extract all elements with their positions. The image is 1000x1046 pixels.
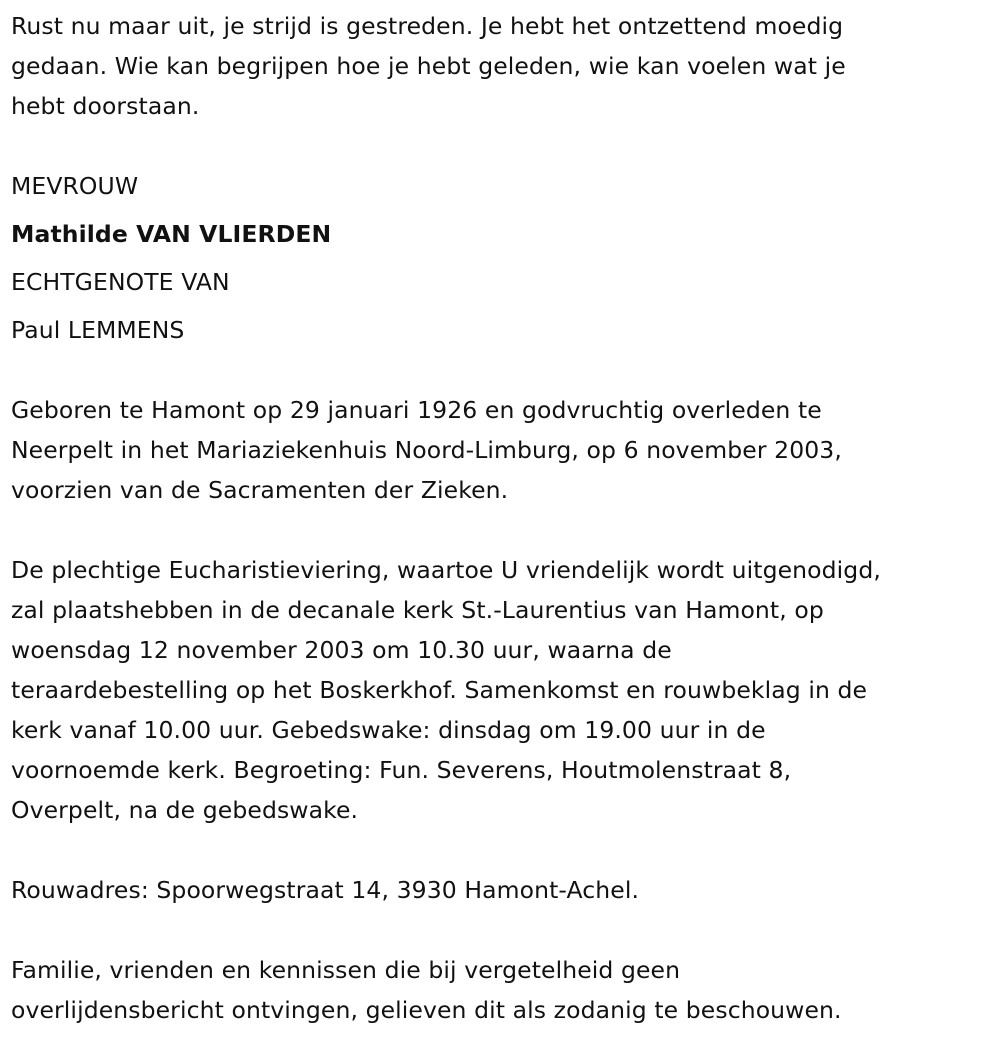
spacer (11, 510, 996, 550)
obituary-document (11, 0, 996, 1030)
ceremony-line: kerk vanaf 10.00 uur. Gebedswake: dinsdag om 19.00 uur in de (11, 716, 766, 744)
ceremony-line: voornoemde kerk. Begroeting: Fun. Severens, Houtmolenstraat 8, (11, 756, 792, 784)
poem-line: gedaan. Wie kan begrijpen hoe je hebt geleden, wie kan voelen wat je (11, 52, 846, 80)
closing-line: overlijdensbericht ontvingen, gelieven dit als zodanig te beschouwen. (11, 996, 842, 1024)
ceremony-line: De plechtige Eucharistieviering, waartoe U vriendelijk wordt uitgenodigd, (11, 556, 881, 584)
deceased-spouse: Paul LEMMENS (11, 316, 185, 344)
poem-paragraph (11, 6, 996, 126)
spacer (11, 910, 996, 950)
ceremony-line: woensdag 12 november 2003 om 10.30 uur, waarna de (11, 636, 672, 664)
birth-death-line: Neerpelt in het Mariaziekenhuis Noord-Limburg, op 6 november 2003, (11, 436, 842, 464)
poem-line: Rust nu maar uit, je strijd is gestreden. Je hebt het ontzettend moedig (11, 12, 844, 40)
closing-line: Familie, vrienden en kennissen die bij vergetelheid geen (11, 956, 681, 984)
spacer (11, 354, 996, 390)
birth-death-paragraph (11, 390, 996, 510)
address-line: Rouwadres: Spoorwegstraat 14, 3930 Hamont-Achel. (11, 876, 640, 904)
ceremony-line: zal plaatshebben in de decanale kerk St.-Laurentius van Hamont, op (11, 596, 824, 624)
spacer (11, 126, 996, 166)
birth-death-line: voorzien van de Sacramenten der Zieken. (11, 476, 509, 504)
spacer (11, 830, 996, 870)
address-paragraph (11, 870, 996, 910)
ceremony-line: Overpelt, na de gebedswake. (11, 796, 359, 824)
deceased-relation: ECHTGENOTE VAN (11, 268, 230, 296)
ceremony-line: teraardebestelling op het Boskerkhof. Samenkomst en rouwbeklag in de (11, 676, 868, 704)
birth-death-line: Geboren te Hamont op 29 januari 1926 en godvruchtig overleden te (11, 396, 822, 424)
ceremony-paragraph (11, 550, 996, 830)
poem-line: hebt doorstaan. (11, 92, 200, 120)
deceased-title: MEVROUW (11, 172, 139, 200)
deceased-name: Mathilde VAN VLIERDEN (11, 220, 332, 248)
deceased-block (11, 162, 996, 354)
closing-paragraph (11, 950, 996, 1030)
